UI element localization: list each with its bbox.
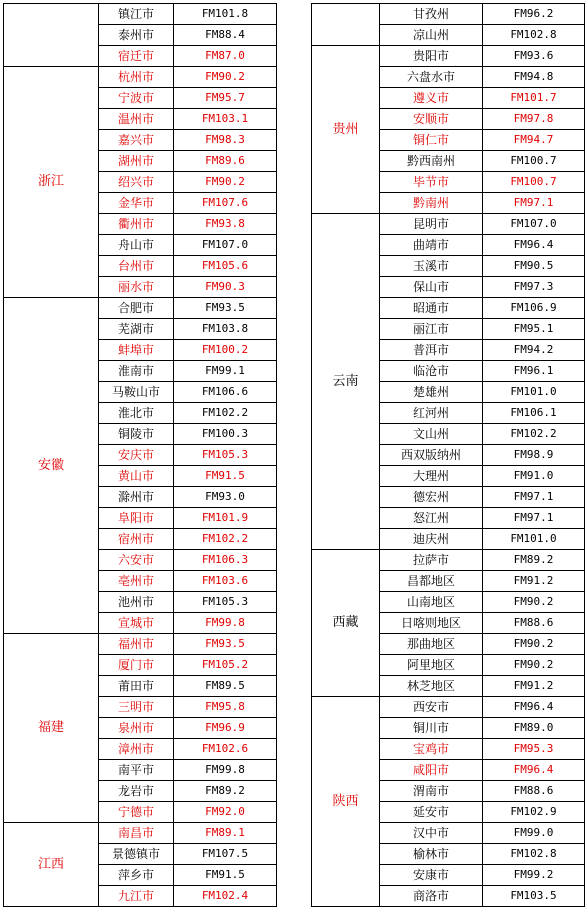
city-cell: 舟山市 [99, 235, 174, 256]
city-cell: 西双版纳州 [380, 445, 483, 466]
table-row [312, 550, 585, 571]
city-cell: 镇江市 [99, 4, 174, 25]
city-cell: 日喀则地区 [380, 613, 483, 634]
city-cell: 普洱市 [380, 340, 483, 361]
city-cell: 三明市 [99, 697, 174, 718]
city-cell: 拉萨市 [380, 550, 483, 571]
frequency-cell: FM103.1 [174, 109, 277, 130]
city-cell: 蚌埠市 [99, 340, 174, 361]
city-cell: 铜陵市 [99, 424, 174, 445]
city-cell: 黄山市 [99, 466, 174, 487]
frequency-cell: FM94.2 [483, 340, 585, 361]
city-cell: 金华市 [99, 193, 174, 214]
frequency-cell: FM107.5 [174, 844, 277, 865]
province-cell: 陕西 [312, 697, 380, 907]
city-cell: 德宏州 [380, 487, 483, 508]
city-cell: 文山州 [380, 424, 483, 445]
province-cell: 云南 [312, 214, 380, 550]
frequency-cell: FM97.1 [483, 193, 585, 214]
city-cell: 大理州 [380, 466, 483, 487]
city-cell: 龙岩市 [99, 781, 174, 802]
city-cell: 景德镇市 [99, 844, 174, 865]
left-frequency-table [3, 3, 277, 907]
frequency-cell: FM99.0 [483, 823, 585, 844]
city-cell: 山南地区 [380, 592, 483, 613]
city-cell: 合肥市 [99, 298, 174, 319]
frequency-cell: FM101.0 [483, 382, 585, 403]
frequency-cell: FM91.5 [174, 466, 277, 487]
frequency-cell: FM88.6 [483, 613, 585, 634]
frequency-cell: FM100.7 [483, 172, 585, 193]
city-cell: 淮北市 [99, 403, 174, 424]
city-cell: 遵义市 [380, 88, 483, 109]
city-cell: 保山市 [380, 277, 483, 298]
city-cell: 淮南市 [99, 361, 174, 382]
city-cell: 昌都地区 [380, 571, 483, 592]
frequency-cell: FM102.6 [174, 739, 277, 760]
frequency-cell: FM100.2 [174, 340, 277, 361]
frequency-cell: FM90.2 [483, 655, 585, 676]
city-cell: 贵阳市 [380, 46, 483, 67]
table-row [312, 4, 585, 25]
province-cell [4, 4, 99, 67]
frequency-cell: FM89.2 [483, 550, 585, 571]
city-cell: 商洛市 [380, 886, 483, 907]
table-row [4, 634, 277, 655]
frequency-cell: FM96.4 [483, 760, 585, 781]
city-cell: 宁德市 [99, 802, 174, 823]
left-table-body [4, 4, 277, 907]
frequency-cell: FM94.7 [483, 130, 585, 151]
frequency-cell: FM105.3 [174, 592, 277, 613]
city-cell: 怒江州 [380, 508, 483, 529]
frequency-cell: FM89.2 [174, 781, 277, 802]
frequency-cell: FM97.8 [483, 109, 585, 130]
city-cell: 榆林市 [380, 844, 483, 865]
city-cell: 安庆市 [99, 445, 174, 466]
city-cell: 杭州市 [99, 67, 174, 88]
table-row [312, 697, 585, 718]
city-cell: 六安市 [99, 550, 174, 571]
city-cell: 九江市 [99, 886, 174, 907]
table-row [4, 298, 277, 319]
city-cell: 临沧市 [380, 361, 483, 382]
frequency-cell: FM99.2 [483, 865, 585, 886]
frequency-cell: FM101.7 [483, 88, 585, 109]
city-cell: 马鞍山市 [99, 382, 174, 403]
province-cell: 浙江 [4, 67, 99, 298]
right-table-body [312, 4, 585, 907]
frequency-cell: FM91.5 [174, 865, 277, 886]
frequency-cell: FM102.2 [174, 529, 277, 550]
city-cell: 安康市 [380, 865, 483, 886]
frequency-cell: FM102.4 [174, 886, 277, 907]
province-cell: 西藏 [312, 550, 380, 697]
city-cell: 嘉兴市 [99, 130, 174, 151]
city-cell: 丽水市 [99, 277, 174, 298]
city-cell: 延安市 [380, 802, 483, 823]
city-cell: 渭南市 [380, 781, 483, 802]
frequency-cell: FM102.2 [483, 424, 585, 445]
city-cell: 湖州市 [99, 151, 174, 172]
frequency-cell: FM103.5 [483, 886, 585, 907]
frequency-cell: FM99.8 [174, 760, 277, 781]
city-cell: 红河州 [380, 403, 483, 424]
table-row [4, 67, 277, 88]
frequency-cell: FM90.3 [174, 277, 277, 298]
city-cell: 芜湖市 [99, 319, 174, 340]
frequency-cell: FM105.6 [174, 256, 277, 277]
province-cell: 安徽 [4, 298, 99, 634]
city-cell: 阜阳市 [99, 508, 174, 529]
frequency-cell: FM88.6 [483, 781, 585, 802]
city-cell: 泉州市 [99, 718, 174, 739]
frequency-cell: FM91.2 [483, 571, 585, 592]
city-cell: 汉中市 [380, 823, 483, 844]
frequency-cell: FM97.1 [483, 487, 585, 508]
city-cell: 南平市 [99, 760, 174, 781]
city-cell: 温州市 [99, 109, 174, 130]
frequency-cell: FM107.6 [174, 193, 277, 214]
frequency-cell: FM89.5 [174, 676, 277, 697]
frequency-cell: FM94.8 [483, 67, 585, 88]
city-cell: 宿迁市 [99, 46, 174, 67]
city-cell: 玉溪市 [380, 256, 483, 277]
city-cell: 凉山州 [380, 25, 483, 46]
frequency-cell: FM95.8 [174, 697, 277, 718]
city-cell: 萍乡市 [99, 865, 174, 886]
frequency-cell: FM98.3 [174, 130, 277, 151]
frequency-cell: FM106.3 [174, 550, 277, 571]
frequency-cell: FM91.2 [483, 676, 585, 697]
city-cell: 毕节市 [380, 172, 483, 193]
frequency-cell: FM105.2 [174, 655, 277, 676]
city-cell: 安顺市 [380, 109, 483, 130]
table-row [312, 214, 585, 235]
frequency-cell: FM97.1 [483, 508, 585, 529]
frequency-cell: FM92.0 [174, 802, 277, 823]
frequency-cell: FM87.0 [174, 46, 277, 67]
table-row [4, 4, 277, 25]
frequency-cell: FM95.1 [483, 319, 585, 340]
frequency-cell: FM93.6 [483, 46, 585, 67]
frequency-cell: FM101.0 [483, 529, 585, 550]
city-cell: 亳州市 [99, 571, 174, 592]
city-cell: 丽江市 [380, 319, 483, 340]
frequency-cell: FM103.6 [174, 571, 277, 592]
city-cell: 林芝地区 [380, 676, 483, 697]
province-cell: 江西 [4, 823, 99, 907]
city-cell: 漳州市 [99, 739, 174, 760]
frequency-cell: FM89.6 [174, 151, 277, 172]
city-cell: 黔南州 [380, 193, 483, 214]
city-cell: 阿里地区 [380, 655, 483, 676]
city-cell: 宿州市 [99, 529, 174, 550]
frequency-cell: FM96.1 [483, 361, 585, 382]
frequency-cell: FM95.3 [483, 739, 585, 760]
frequency-cell: FM102.2 [174, 403, 277, 424]
city-cell: 甘孜州 [380, 4, 483, 25]
right-frequency-table [311, 3, 585, 907]
frequency-cell: FM90.5 [483, 256, 585, 277]
frequency-cell: FM106.1 [483, 403, 585, 424]
city-cell: 南昌市 [99, 823, 174, 844]
city-cell: 曲靖市 [380, 235, 483, 256]
city-cell: 咸阳市 [380, 760, 483, 781]
city-cell: 宝鸡市 [380, 739, 483, 760]
frequency-cell: FM107.0 [174, 235, 277, 256]
frequency-cell: FM93.8 [174, 214, 277, 235]
city-cell: 昭通市 [380, 298, 483, 319]
frequency-cell: FM102.9 [483, 802, 585, 823]
frequency-cell: FM96.9 [174, 718, 277, 739]
city-cell: 宣城市 [99, 613, 174, 634]
frequency-cell: FM93.5 [174, 298, 277, 319]
frequency-cell: FM102.8 [483, 25, 585, 46]
frequency-cell: FM93.0 [174, 487, 277, 508]
city-cell: 迪庆州 [380, 529, 483, 550]
city-cell: 莆田市 [99, 676, 174, 697]
frequency-cell: FM96.2 [483, 4, 585, 25]
city-cell: 厦门市 [99, 655, 174, 676]
province-cell: 贵州 [312, 46, 380, 214]
frequency-cell: FM96.4 [483, 235, 585, 256]
frequency-cell: FM101.8 [174, 4, 277, 25]
city-cell: 昆明市 [380, 214, 483, 235]
city-cell: 楚雄州 [380, 382, 483, 403]
table-row [312, 46, 585, 67]
frequency-cell: FM90.2 [174, 172, 277, 193]
city-cell: 那曲地区 [380, 634, 483, 655]
frequency-cell: FM99.8 [174, 613, 277, 634]
city-cell: 池州市 [99, 592, 174, 613]
province-cell [312, 4, 380, 46]
city-cell: 铜仁市 [380, 130, 483, 151]
frequency-cell: FM90.2 [483, 634, 585, 655]
city-cell: 福州市 [99, 634, 174, 655]
table-row [4, 823, 277, 844]
frequency-cell: FM106.9 [483, 298, 585, 319]
frequency-cell: FM105.3 [174, 445, 277, 466]
frequency-cell: FM97.3 [483, 277, 585, 298]
frequency-cell: FM107.0 [483, 214, 585, 235]
city-cell: 黔西南州 [380, 151, 483, 172]
city-cell: 六盘水市 [380, 67, 483, 88]
frequency-cell: FM96.4 [483, 697, 585, 718]
frequency-cell: FM100.3 [174, 424, 277, 445]
frequency-cell: FM93.5 [174, 634, 277, 655]
city-cell: 西安市 [380, 697, 483, 718]
frequency-cell: FM90.2 [483, 592, 585, 613]
city-cell: 衢州市 [99, 214, 174, 235]
city-cell: 泰州市 [99, 25, 174, 46]
city-cell: 滁州市 [99, 487, 174, 508]
frequency-cell: FM89.0 [483, 718, 585, 739]
city-cell: 绍兴市 [99, 172, 174, 193]
frequency-cell: FM95.7 [174, 88, 277, 109]
city-cell: 宁波市 [99, 88, 174, 109]
frequency-cell: FM90.2 [174, 67, 277, 88]
frequency-cell: FM103.8 [174, 319, 277, 340]
frequency-cell: FM88.4 [174, 25, 277, 46]
frequency-cell: FM98.9 [483, 445, 585, 466]
city-cell: 台州市 [99, 256, 174, 277]
city-cell: 铜川市 [380, 718, 483, 739]
frequency-cell: FM106.6 [174, 382, 277, 403]
frequency-cell: FM89.1 [174, 823, 277, 844]
frequency-cell: FM91.0 [483, 466, 585, 487]
province-cell: 福建 [4, 634, 99, 823]
frequency-cell: FM99.1 [174, 361, 277, 382]
frequency-cell: FM100.7 [483, 151, 585, 172]
frequency-cell: FM101.9 [174, 508, 277, 529]
frequency-cell: FM102.8 [483, 844, 585, 865]
